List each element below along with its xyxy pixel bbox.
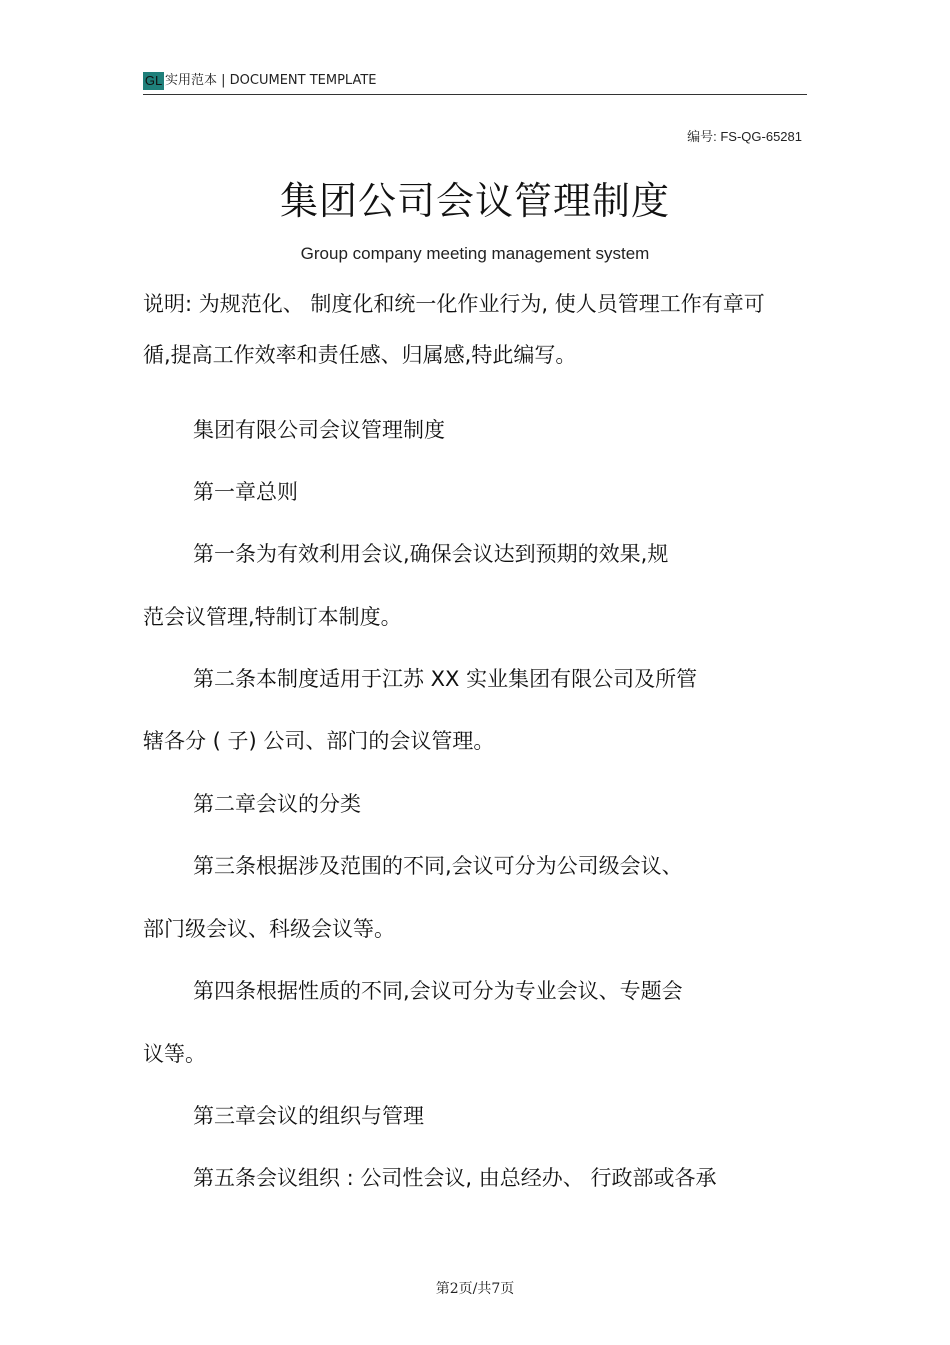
chapter-heading: 第一章总则 bbox=[193, 480, 298, 504]
body-line: 部门级会议、科级会议等。 bbox=[143, 917, 395, 941]
body-line: 第三条根据涉及范围的不同,会议可分为公司级会议、 bbox=[193, 854, 683, 878]
body-line: 议等。 bbox=[143, 1042, 206, 1066]
body-line: 范会议管理,特制订本制度。 bbox=[143, 605, 402, 629]
document-number: 编号: FS-QG-65281 bbox=[687, 129, 802, 144]
page-footer-number: 第2页/共7页 bbox=[435, 1281, 515, 1297]
document-title: 集团公司会议管理制度 bbox=[279, 179, 670, 223]
body-line: 说明: 为规范化、 制度化和统一化作业行为, 使人员管理工作有章可 bbox=[143, 292, 765, 316]
body-line: 第五条会议组织 : 公司性会议, 由总经办、 行政部或各承 bbox=[193, 1166, 717, 1190]
section-heading: 集团有限公司会议管理制度 bbox=[193, 418, 445, 442]
body-line: 第二条本制度适用于江苏 XX 实业集团有限公司及所管 bbox=[193, 667, 698, 691]
page-header bbox=[143, 70, 807, 95]
document-subtitle: Group company meeting management system bbox=[300, 244, 650, 263]
body-line: 第一条为有效利用会议,确保会议达到预期的效果,规 bbox=[193, 542, 669, 566]
chapter-heading: 第二章会议的分类 bbox=[193, 792, 361, 816]
gl-logo-badge: GL bbox=[144, 73, 163, 88]
body-line: 循,提高工作效率和责任感、归属感,特此编写。 bbox=[143, 343, 577, 367]
chapter-heading: 第三章会议的组织与管理 bbox=[193, 1104, 424, 1128]
body-line: 辖各分 ( 子) 公司、部门的会议管理。 bbox=[143, 729, 495, 753]
header-text: 实用范本 | DOCUMENT TEMPLATE bbox=[165, 73, 377, 88]
body-line: 第四条根据性质的不同,会议可分为专业会议、专题会 bbox=[193, 979, 683, 1003]
